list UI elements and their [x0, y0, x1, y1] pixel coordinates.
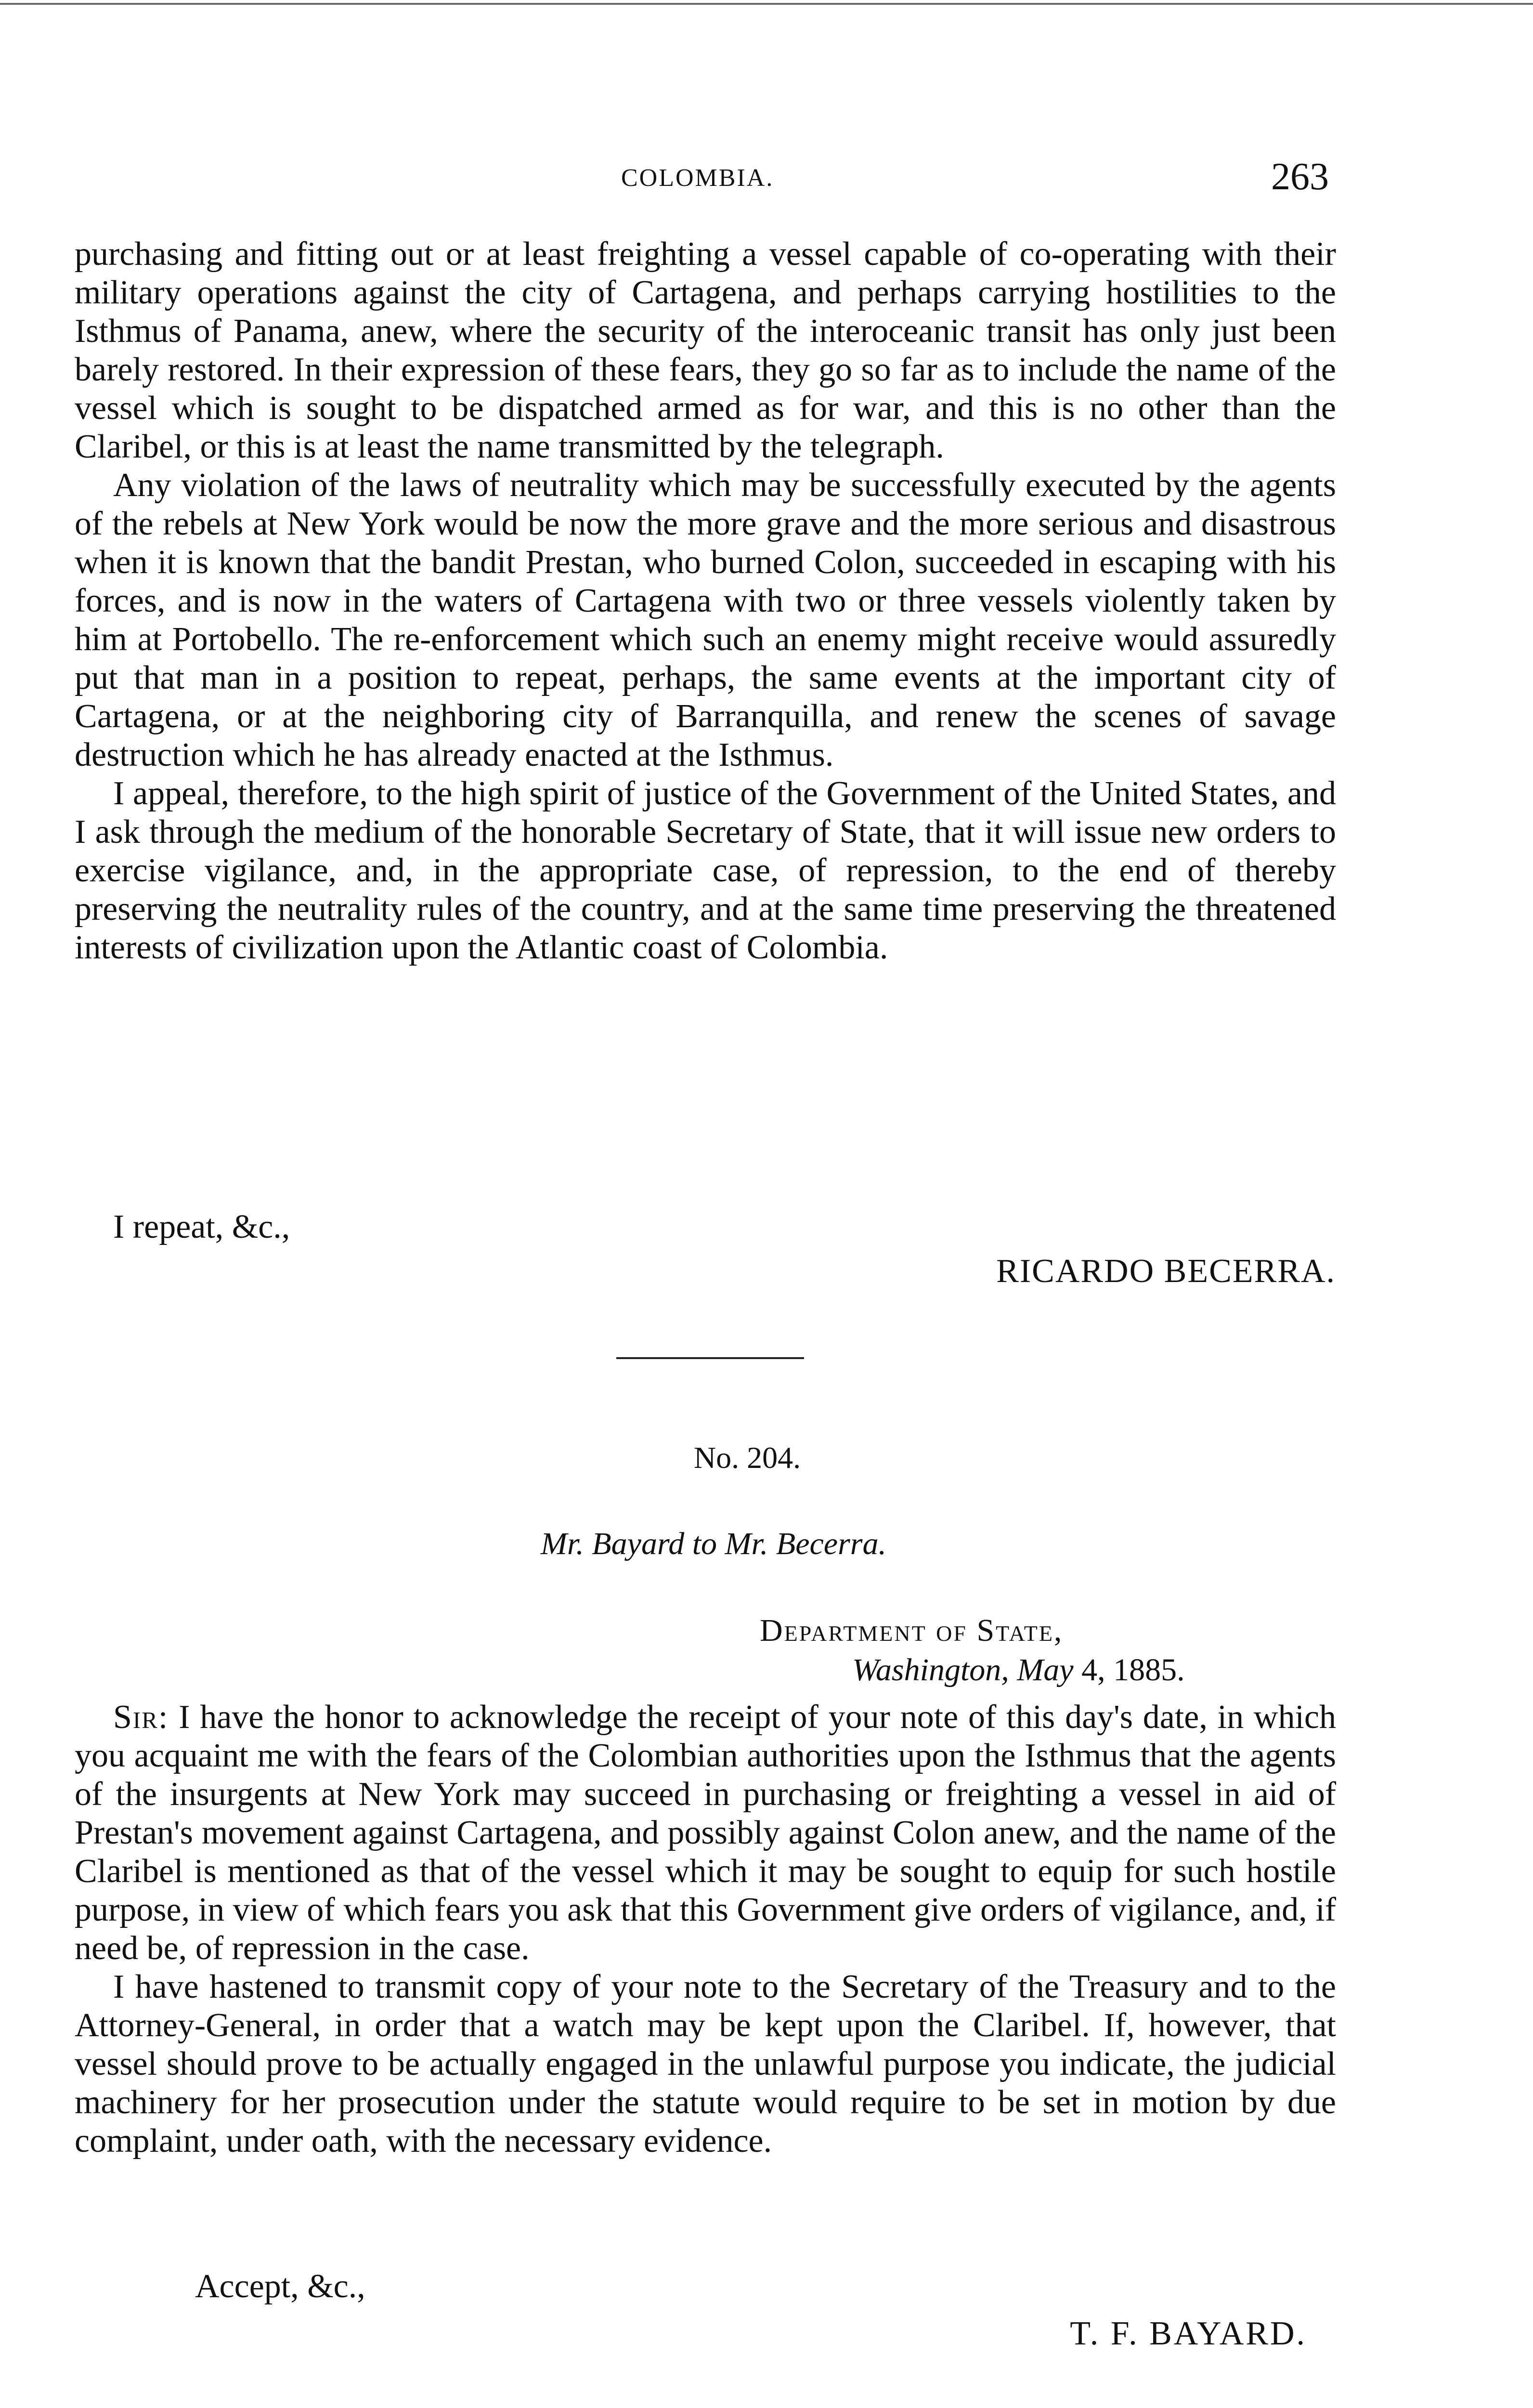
page-number: 263 [1271, 156, 1329, 198]
letter-two-paragraph-2: I have hastened to transmit copy of your note to the Secretary of the Treasury and to the Attorney-General, in order that a watch may be kept upon the Claribel. If, however, that vessel should prove to be actually engaged in the unlawful purpose you indicate, the judicial machinery for her prosecution under the statute would require to be set in motion by due complaint, under oath, with the necessary evidence. [75, 1968, 1336, 2159]
salutation: Sir: [113, 1699, 169, 1736]
letter-one-paragraph-3: I appeal, therefore, to the high spirit of justice of the Government of the United States, and I ask through the medium of the honorable Secretary of State, that it will issue new orders to exercise vigilance, and, in the appropriate case, of repression, to the end of thereby preserving the neutrality rules of the country, and at the same time preserving the threatened interests of civilization upon the Atlantic coast of Colombia. [75, 775, 1336, 966]
letter-one-body [75, 235, 1336, 967]
document-number-text: No. 204. [693, 1440, 801, 1475]
letter-one-paragraph-2: Any violation of the laws of neutrality which may be successfully executed by the agents of the rebels at New York would be now the more grave and the more serious and disastrous when it is known that the bandit Prestan, who burned Colon, succeeded in escaping with his forces, and is now in the waters of Cartagena with two or three vessels violently taken by him at Portobello. The re-enforcement which such an enemy might receive would assuredly put that man in a position to repeat, perhaps, the same events at the important city of Cartagena, or at the neighboring city of Barranquilla, and renew the scenes of savage destruction which he has already enacted at the Isthmus. [75, 467, 1336, 773]
letter-two-signature: T. F. BAYARD. [1070, 2315, 1307, 2352]
letter-two-paragraph-1-text: I have the honor to acknowledge the receipt of your note of this day's date, in which you acquaint me with the fears of the Colombian authorities upon the Isthmus that the agents of the insurgents at New York may succeed in purchasing or freighting a vessel in aid of Prestan's movement against Cartagena, and possibly against Colon anew, and the name of the Claribel is mentioned as that of the vessel which it may be sought to equip for such hostile purpose, in view of which fears you ask that this Government give orders of vigilance, and, if need be, of repression in the case. [75, 1699, 1336, 1967]
letter-two-paragraph-1 [75, 1698, 1336, 1968]
running-head [0, 156, 1533, 202]
section-divider [616, 1357, 804, 1359]
dateline-city: Washington, [852, 1652, 1009, 1688]
dateline-month: May [1017, 1652, 1074, 1688]
document-heading [0, 1526, 1533, 1562]
letter-one-signature: RICARDO BECERRA. [996, 1253, 1336, 1290]
dateline-day-year: 4, 1885. [1081, 1652, 1185, 1688]
letter-one-paragraph-1: purchasing and fitting out or at least freighting a vessel capable of co-operating with their military operations against the city of Cartagena, and perhaps carrying hostilities to the Isthmus of Panama, anew, where the security of the interoceanic transit has only just been barely restored. In their expression of these fears, they go so far as to include the name of the vessel which is sought to be dispatched armed as for war, and this is no other than the Claribel, or this is at least the name transmitted by the telegraph. [75, 236, 1336, 465]
document-heading-text: Mr. Bayard to Mr. Becerra. [541, 1526, 886, 1561]
letter-two-closing: Accept, &c., [195, 2268, 365, 2305]
letter-one-closing: I repeat, &c., [113, 1208, 290, 1245]
letter-two-body [75, 1698, 1336, 2160]
dateline-department: Department of State, [760, 1613, 1064, 1648]
document-number [0, 1440, 1533, 1476]
dateline-place-date [852, 1652, 1185, 1688]
top-border-rule [0, 3, 1533, 5]
running-title: COLOMBIA. [621, 164, 774, 192]
